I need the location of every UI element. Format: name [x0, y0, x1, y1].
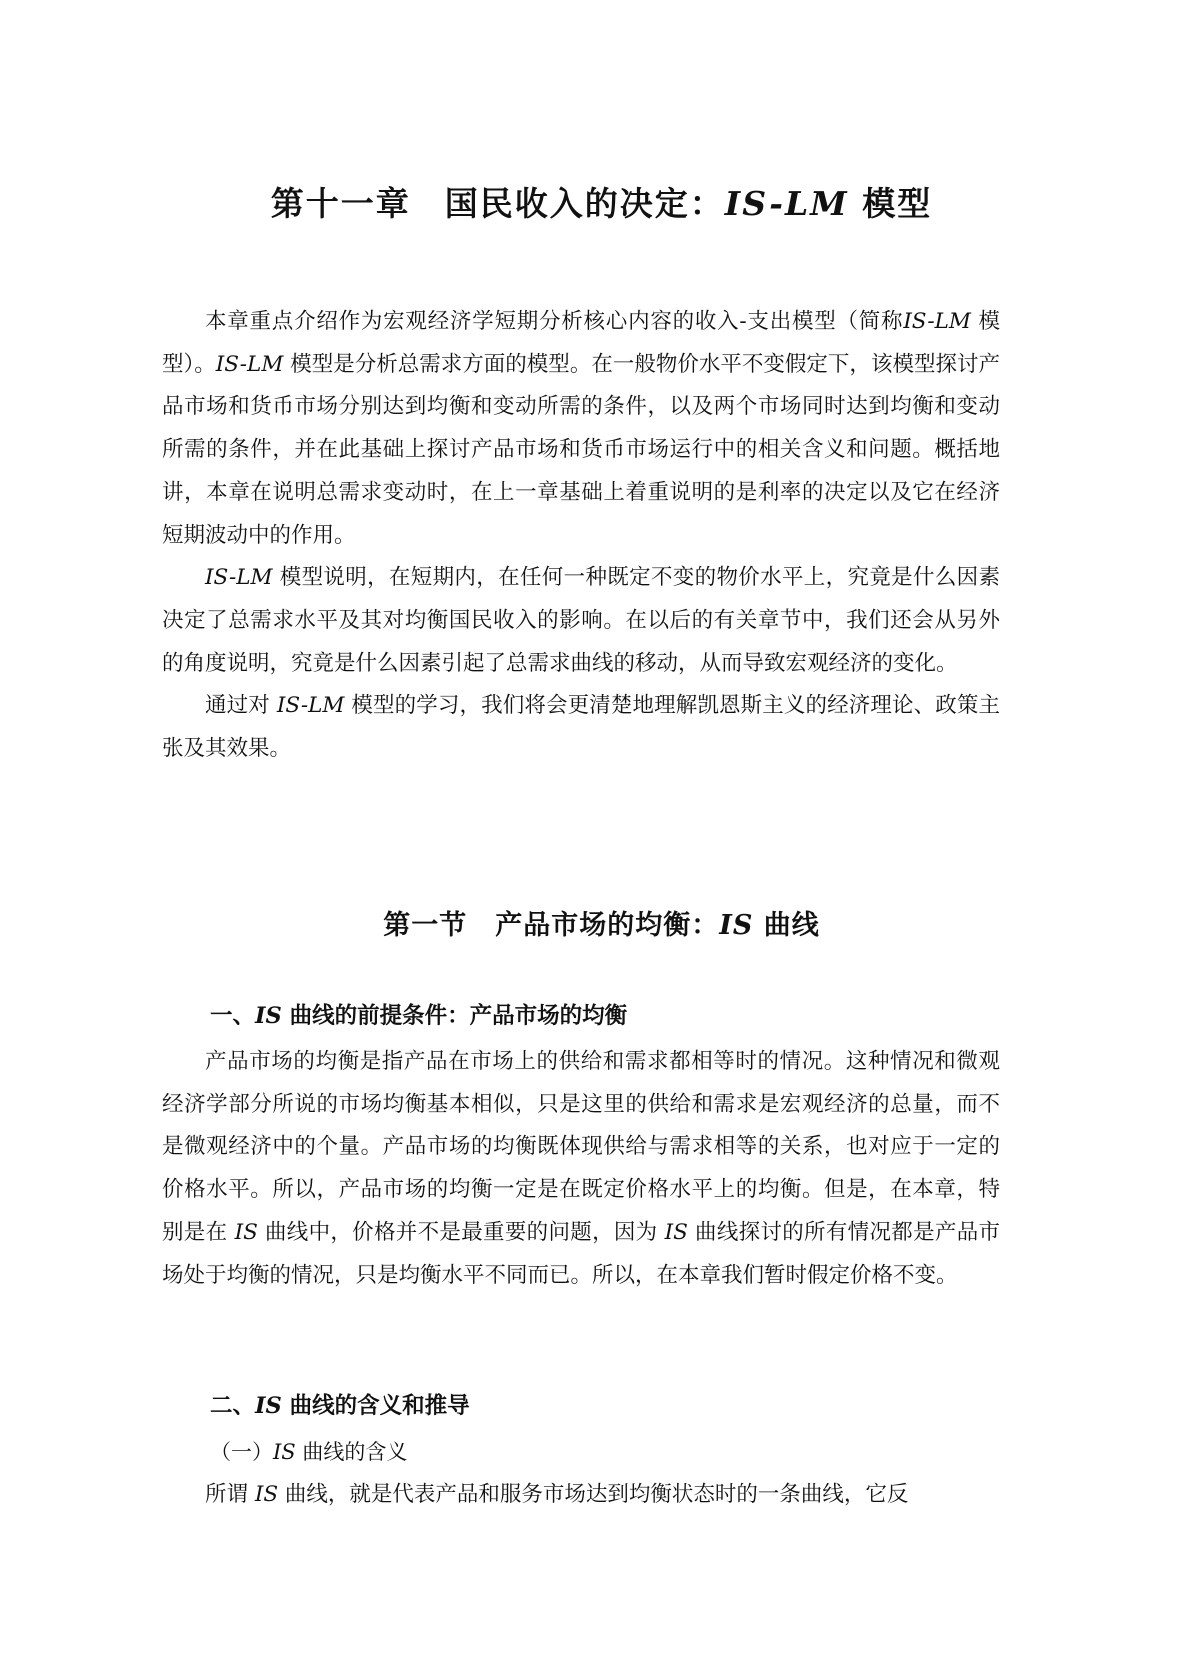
subsubsection-var: IS [273, 1440, 296, 1464]
sub1-var-1: IS [234, 1219, 258, 1245]
chapter-title-suffix: 模型 [848, 184, 933, 223]
subsection-2-paragraph [162, 1474, 1000, 1517]
intro-p1-text-b: 模型）。 [162, 309, 1000, 377]
sub1-text-b: 曲线中，价格并不是最重要的问题，因为 [257, 1219, 665, 1245]
intro-p1-text-c: 模型是分析总需求方面的模型。在一般物价水平不变假定下，该模型探讨产品市场和货币市场分别达到均衡和变动所需的条件，以及两个市场同时达到均衡和变动所需的条件，并在此基础上探讨产品市场和货币市场运行中的相关含义和问题。概括地讲，本章在说明总需求变动时，在上一章基础上着重说明的是利率的决定以及它在经济短期波动中的作用。 [162, 351, 1000, 548]
subsection-1-num: 一、 [210, 1003, 256, 1029]
subsection-2-text: 曲线的含义和推导 [281, 1393, 470, 1419]
section-number: 第一节 [383, 910, 468, 941]
chapter-title [0, 178, 1203, 225]
subsection-2-num: 二、 [210, 1393, 256, 1419]
intro-paragraph-1 [162, 301, 1000, 557]
intro-p3-text-a: 通过对 [205, 693, 277, 719]
chapter-number: 第十一章 [270, 184, 411, 223]
subsubsection-heading [210, 1436, 407, 1466]
subsubsection-text: 曲线的含义 [295, 1440, 408, 1464]
sub1-text-c: 曲线探讨的所有情况都是产品市场处于均衡的情况，只是均衡水平不同而已。所以，在本章我们暂时假定价格不变。 [162, 1219, 1001, 1288]
intro-p1-var-1: IS-LM [903, 309, 971, 334]
intro-p3-text-b: 模型的学习，我们将会更清楚地理解凯恩斯主义的经济理论、政策主张及其效果。 [162, 693, 1000, 762]
chapter-title-latin: IS-LM [724, 184, 849, 223]
chapter-title-text: 国民收入的决定： [444, 184, 725, 223]
intro-paragraph-2 [162, 557, 1000, 685]
subsection-1-text: 曲线的前提条件：产品市场的均衡 [281, 1003, 628, 1029]
intro-p2-var: IS-LM [205, 565, 273, 591]
intro-p1-var-2: IS-LM [215, 351, 284, 377]
subsection-heading-1 [210, 998, 627, 1030]
intro-p3-var: IS-LM [276, 693, 345, 719]
intro-p2-text: 模型说明，在短期内，在任何一种既定不变的物价水平上，究竟是什么因素决定了总需求水平及其对均衡国民收入的影响。在以后的有关章节中，我们还会从另外的角度说明，究竟是什么因素引起了总需求曲线的移动，从而导致宏观经济的变化。 [162, 565, 1000, 676]
section-title [0, 903, 1203, 942]
section-title-text-a: 产品市场的均衡： [495, 910, 720, 941]
intro-paragraph-3 [162, 685, 1000, 770]
subsubsection-num: （一） [210, 1440, 273, 1464]
subsection-1-paragraph [162, 1041, 1000, 1297]
subsection-1-body [162, 1041, 1000, 1297]
subsection-2-var: IS [255, 1393, 282, 1419]
subsection-2-body [162, 1474, 1000, 1517]
sub2-text-a: 所谓 [205, 1482, 255, 1507]
section-title-var: IS [719, 910, 754, 941]
chapter-intro [162, 301, 1000, 771]
sub1-var-2: IS [664, 1219, 688, 1245]
intro-p1-text-a: 本章重点介绍作为宏观经济学短期分析核心内容的收入-支出模型（简称 [205, 309, 904, 334]
subsection-1-var: IS [255, 1003, 282, 1029]
subsection-heading-2 [210, 1388, 470, 1420]
section-title-text-b: 曲线 [753, 910, 820, 941]
sub1-text-a: 产品市场的均衡是指产品在市场上的供给和需求都相等时的情况。这种情况和微观经济学部分所说的市场均衡基本相似，只是这里的供给和需求是宏观经济的总量，而不是微观经济中的个量。产品市场的均衡既体现供给与需求相等的关系，也对应于一定的价格水平。所以，产品市场的均衡一定是在既定价格水平上的均衡。但是，在本章，特别是在 [162, 1049, 1000, 1245]
sub2-var: IS [254, 1482, 279, 1507]
sub2-text-b: 曲线，就是代表产品和服务市场达到均衡状态时的一条曲线，它反 [278, 1482, 909, 1507]
